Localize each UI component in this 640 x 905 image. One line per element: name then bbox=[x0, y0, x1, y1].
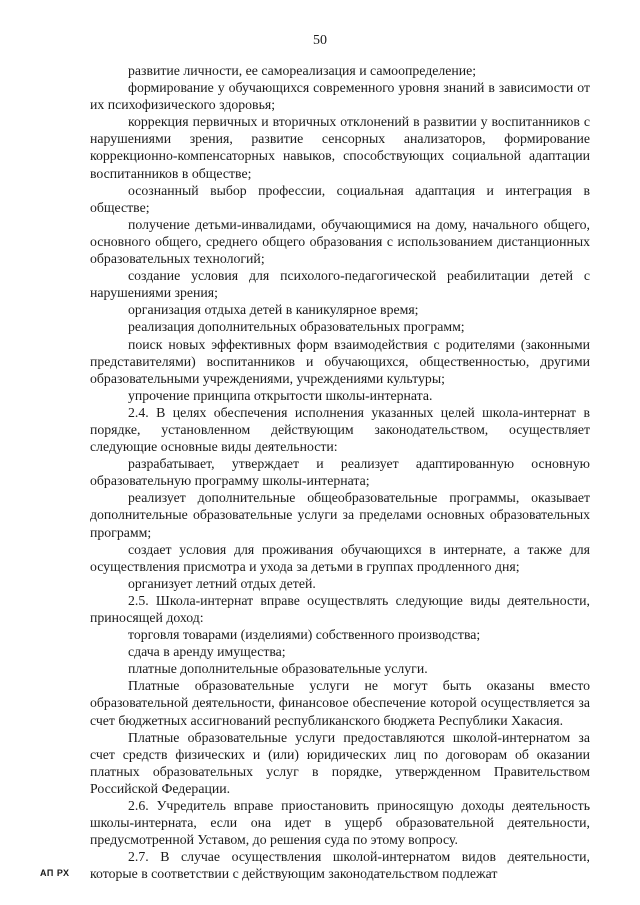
paragraph: Платные образовательные услуги предоставляются школой-интернатом за счет средств физических и (или) юридических лиц по договорам об оказании платных образовательных услуг в порядке, утвержденном Правительством Российской Федерации. bbox=[90, 729, 590, 796]
paragraph: осознанный выбор профессии, социальная адаптация и интеграция в обществе; bbox=[90, 182, 590, 215]
paragraph: формирование у обучающихся современного уровня знаний в зависимости от их психофизического здоровья; bbox=[90, 80, 590, 113]
document-body bbox=[90, 62, 590, 883]
paragraph: создание условия для психолого-педагогической реабилитации детей с нарушениями зрения; bbox=[90, 268, 590, 301]
paragraph: 2.7. В случае осуществления школой-интернатом видов деятельности, которые в соответствии с действующим законодательством подлежат bbox=[90, 849, 590, 882]
paragraph: упрочение принципа открытости школы-интерната. bbox=[128, 387, 433, 403]
paragraph: реализует дополнительные общеобразовательные программы, оказывает дополнительные образовательные услуги за пределами основных образовательных программ; bbox=[90, 490, 590, 540]
paragraph: реализация дополнительных образовательных программ; bbox=[128, 319, 465, 335]
footer-mark: АП РХ bbox=[40, 868, 70, 878]
paragraph: коррекция первичных и вторичных отклонений в развитии у воспитанников с нарушениями зрения, развитие сенсорных анализаторов, формирование коррекционно-компенсаторных навыков, способствующих социальной адаптации воспитанников в обществе; bbox=[90, 114, 590, 181]
paragraph: платные дополнительные образовательные услуги. bbox=[128, 661, 428, 677]
paragraph: организация отдыха детей в каникулярное время; bbox=[128, 302, 419, 318]
paragraph: 2.5. Школа-интернат вправе осуществлять следующие виды деятельности, приносящей доход: bbox=[90, 592, 590, 625]
paragraph: развитие личности, ее самореализация и самоопределение; bbox=[128, 63, 477, 78]
paragraph: Платные образовательные услуги не могут быть оказаны вместо образовательной деятельности, финансовое обеспечение которой осуществляется за счет бюджетных ассигнований республиканского бюджета Республики Хакасия. bbox=[90, 678, 590, 728]
page-number: 50 bbox=[313, 33, 327, 48]
paragraph: организует летний отдых детей. bbox=[128, 575, 316, 591]
paragraph: разрабатывает, утверждает и реализует адаптированную основную образовательную программу школы-интерната; bbox=[90, 456, 590, 489]
paragraph: поиск новых эффективных форм взаимодействия с родителями (законными представителями) воспитанников и обучающихся, общественностью, другими образовательными учреждениями, учреждениями культуры; bbox=[90, 336, 590, 386]
paragraph: создает условия для проживания обучающихся в интернате, а также для осуществления присмотра и ухода за детьми в группах продленного дня; bbox=[90, 541, 590, 574]
paragraph: 2.4. В целях обеспечения исполнения указанных целей школа-интернат в порядке, установленном действующим законодательством, осуществляет следующие основные виды деятельности: bbox=[90, 404, 590, 455]
paragraph: торговля товарами (изделиями) собственного производства; bbox=[128, 627, 481, 643]
paragraph: получение детьми-инвалидами, обучающимися на дому, начального общего, основного общего, среднего общего образования с использованием дистанционных образовательных технологий; bbox=[90, 216, 590, 267]
paragraph: 2.6. Учредитель вправе приостановить приносящую доходы деятельность школы-интерната, если она идет в ущерб образовательной деятельности, предусмотренной Уставом, до решения суда по этому вопросу. bbox=[90, 798, 590, 848]
paragraph: сдача в аренду имущества; bbox=[128, 644, 286, 660]
